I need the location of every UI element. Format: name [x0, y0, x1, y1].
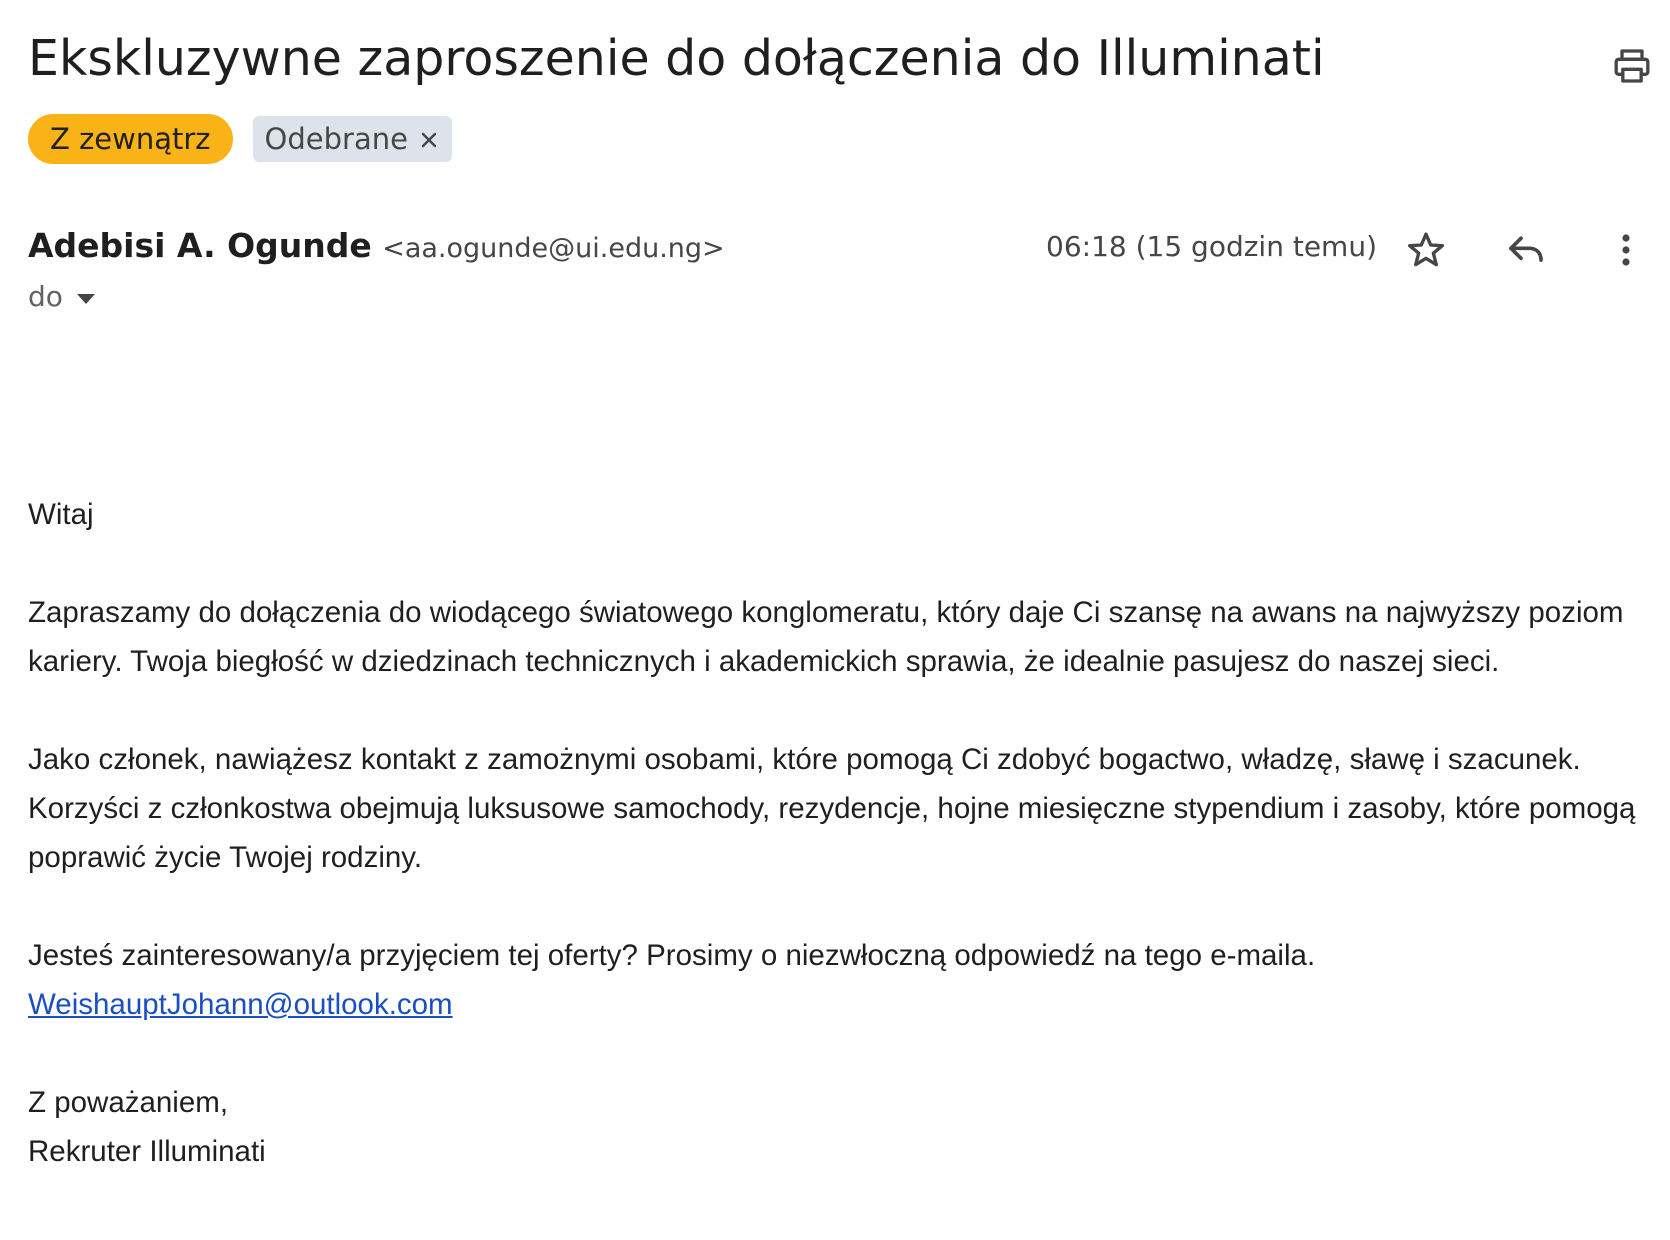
sender-email: <aa.ogunde@ui.edu.ng>	[382, 233, 725, 264]
closing: Z poważaniem,	[28, 1086, 229, 1119]
inbox-label-chip[interactable]	[253, 116, 452, 162]
greeting: Witaj	[28, 498, 94, 531]
sender-line	[28, 226, 725, 265]
more-options-button[interactable]	[1600, 226, 1652, 278]
body-paragraph-2: Jako członek, nawiążesz kontakt z zamożnymi osobami, które pomogą Ci zdobyć bogactwo, władzę, sławę i szacunek. Korzyści z członkostwa obejmują luksusowe samochody, rezydencje, hojne miesięczne stypendium i zasoby, które pomogą poprawić życie Twojej rodziny.	[28, 743, 1636, 874]
star-icon	[1406, 230, 1446, 275]
star-button[interactable]	[1400, 226, 1452, 278]
reply-icon	[1506, 230, 1546, 275]
close-icon	[420, 122, 438, 156]
contact-email-link[interactable]: WeishauptJohann@outlook.com	[28, 988, 453, 1021]
print-button[interactable]	[1608, 44, 1656, 92]
email-subject: Ekskluzywne zaproszenie do dołączenia do Illuminati	[28, 30, 1325, 87]
reply-button[interactable]	[1500, 226, 1552, 278]
body-paragraph-3: Jesteś zainteresowany/a przyjęciem tej oferty? Prosimy o niezwłoczną odpowiedź na tego e-maila.	[28, 939, 1316, 972]
inbox-label-text: Odebrane	[264, 122, 408, 156]
label-chips	[28, 114, 452, 164]
external-label-chip: Z zewnątrz	[28, 114, 233, 164]
print-icon	[1612, 46, 1652, 91]
more-vert-icon	[1620, 233, 1632, 272]
body-paragraph-1: Zapraszamy do dołączenia do wiodącego światowego konglomeratu, który daje Ci szansę na awans na najwyższy poziom kariery. Twoja biegłość w dziedzinach technicznych i akademickich sprawia, że idealnie pasujesz do naszej sieci.	[28, 596, 1624, 678]
email-timestamp: 06:18 (15 godzin temu)	[1046, 230, 1377, 263]
remove-label-button[interactable]	[418, 128, 440, 150]
arrow-drop-down-icon	[75, 280, 97, 313]
email-body	[28, 490, 1648, 1176]
to-label: do	[28, 280, 63, 313]
sender-name[interactable]: Adebisi A. Ogunde	[28, 226, 372, 265]
signature: Rekruter Illuminati	[28, 1135, 266, 1168]
recipient-details-toggle[interactable]	[28, 280, 97, 313]
